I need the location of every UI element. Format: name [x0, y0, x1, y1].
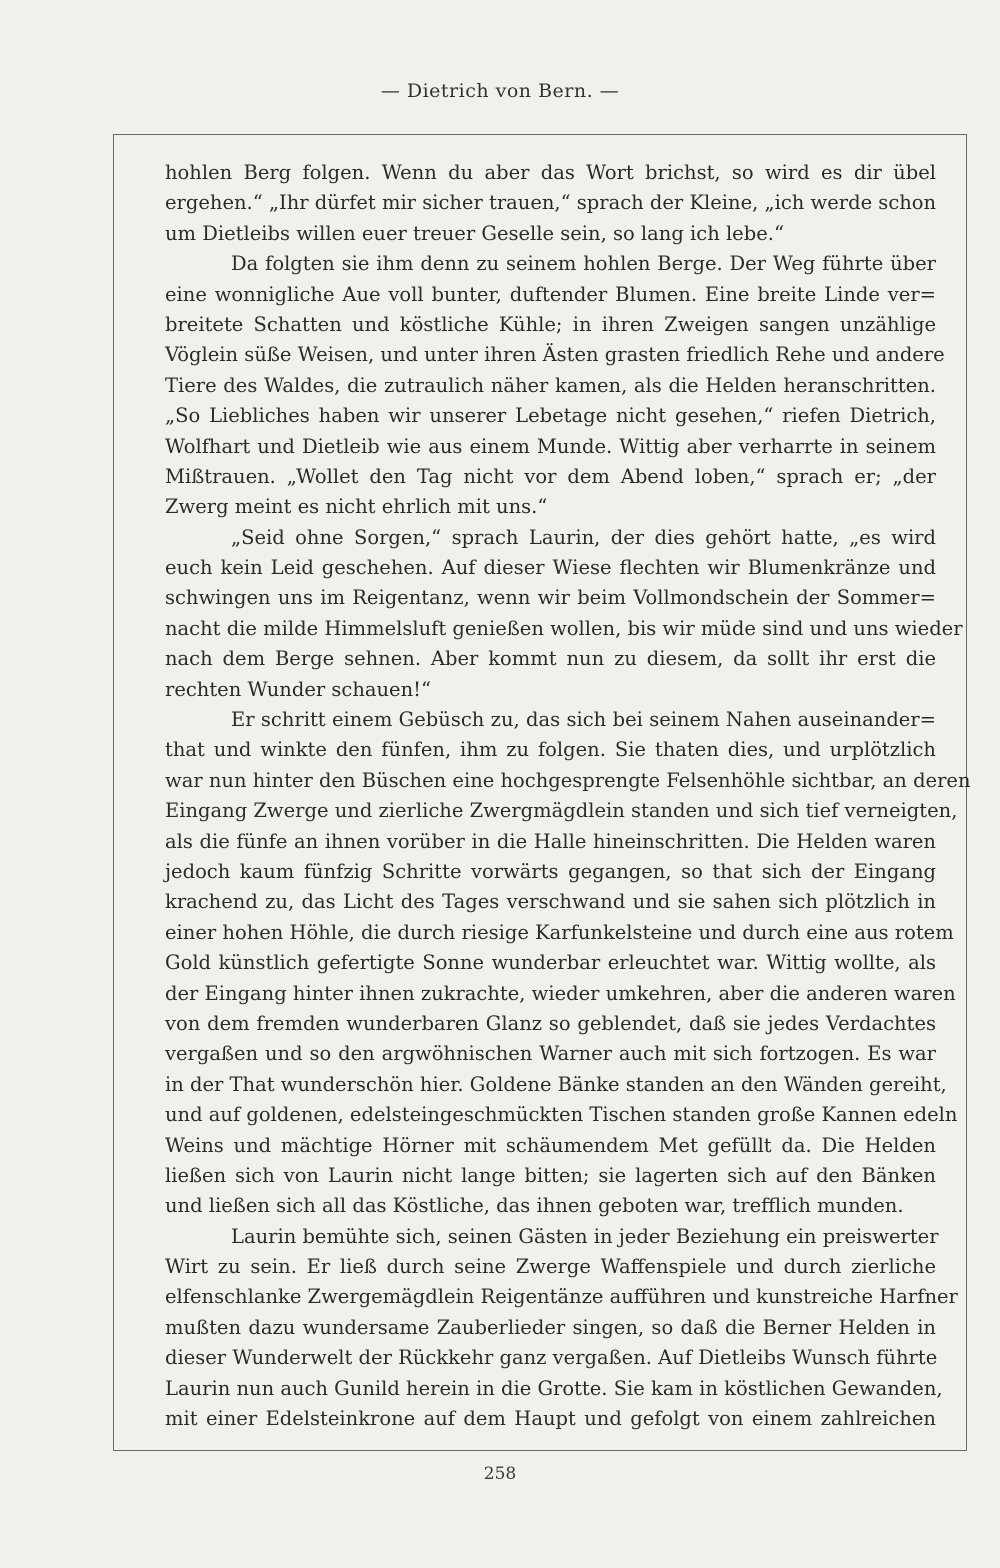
text-line: nacht die milde Himmelsluft genießen wollen, bis wir müde sind und uns wieder	[165, 616, 963, 640]
text-line: als die fünfe an ihnen vorüber in die Halle hineinschritten. Die Helden waren	[165, 829, 936, 853]
text-line: um Dietleibs willen euer treuer Geselle sein, so lang ich lebe.“	[165, 221, 784, 245]
text-line: rechten Wunder schauen!“	[165, 677, 431, 701]
text-line: der Eingang hinter ihnen zukrachte, wieder umkehren, aber die anderen waren	[165, 981, 956, 1005]
running-head: — Dietrich von Bern. —	[380, 80, 620, 102]
text-line: mußten dazu wundersame Zauberlieder singen, so daß die Berner Helden in	[165, 1315, 936, 1339]
text-line: ließen sich von Laurin nicht lange bitten; sie lagerten sich auf den Bänken	[165, 1163, 936, 1187]
text-line: in der That wunderschön hier. Goldene Bänke standen an den Wänden gereiht,	[165, 1072, 947, 1096]
text-line: dieser Wunderwelt der Rückkehr ganz vergaßen. Auf Dietleibs Wunsch führte	[165, 1346, 938, 1370]
text-line: und auf goldenen, edelsteingeschmückten Tischen standen große Kannen edeln	[165, 1103, 958, 1127]
text-line: Da folgten sie ihm denn zu seinem hohlen Berge. Der Weg führte über	[231, 252, 936, 276]
text-line: mit einer Edelsteinkrone auf dem Haupt und gefolgt von einem zahlreichen	[165, 1407, 936, 1431]
text-line: schwingen uns im Reigentanz, wenn wir beim Vollmondschein der Sommer=	[165, 586, 936, 610]
page-number: 258	[483, 1464, 517, 1484]
text-line: that und winkte den fünfen, ihm zu folgen. Sie thaten dies, und urplötzlich	[165, 738, 936, 762]
text-line: Laurin nun auch Gunild herein in die Grotte. Sie kam in köstlichen Gewanden,	[165, 1376, 943, 1400]
text-line: Gold künstlich gefertigte Sonne wunderbar erleuchtet war. Wittig wollte, als	[165, 951, 936, 975]
text-line: „So Liebliches haben wir unserer Lebetage nicht gesehen,“ riefen Dietrich,	[165, 404, 936, 428]
text-line: Mißtrauen. „Wollet den Tag nicht vor dem Abend loben,“ sprach er; „der	[165, 464, 936, 488]
text-line: Weins und mächtige Hörner mit schäumendem Met gefüllt da. Die Helden	[165, 1133, 936, 1157]
text-line: von dem fremden wunderbaren Glanz so geblendet, daß sie jedes Verdachtes	[165, 1011, 936, 1035]
text-line: breitete Schatten und köstliche Kühle; in ihren Zweigen sangen unzählige	[165, 312, 936, 336]
text-line: vergaßen und so den argwöhnischen Warner auch mit sich fortzogen. Es war	[165, 1042, 936, 1066]
text-line: hohlen Berg folgen. Wenn du aber das Wort brichst, so wird es dir übel	[165, 161, 936, 184]
text-line: Wirt zu sein. Er ließ durch seine Zwerge Waffenspiele und durch zierliche	[165, 1255, 936, 1279]
text-line: jedoch kaum fünfzig Schritte vorwärts gegangen, so that sich der Eingang	[165, 859, 936, 883]
text-line: und ließen sich all das Köstliche, das ihnen geboten war, trefflich munden.	[165, 1194, 904, 1218]
text-line: Zwerg meint es nicht ehrlich mit uns.“	[165, 495, 548, 519]
text-line: eine wonnigliche Aue voll bunter, duftender Blumen. Eine breite Linde ver=	[165, 282, 936, 306]
text-line: Eingang Zwerge und zierliche Zwergmägdlein standen und sich tief verneigten,	[165, 799, 958, 823]
text-line: Laurin bemühte sich, seinen Gästen in jeder Beziehung ein preiswerter	[231, 1224, 939, 1248]
text-line: nach dem Berge sehnen. Aber kommt nun zu diesem, da sollt ihr erst die	[165, 647, 936, 671]
text-line: elfenschlanke Zwergemägdlein Reigentänze aufführen und kunstreiche Harfner	[165, 1285, 958, 1309]
text-line: Tiere des Waldes, die zutraulich näher kamen, als die Helden heranschritten.	[165, 373, 936, 397]
text-line: krachend zu, das Licht des Tages verschwand und sie sahen sich plötzlich in	[165, 890, 936, 914]
text-line: euch kein Leid geschehen. Auf dieser Wiese flechten wir Blumenkränze und	[165, 556, 936, 580]
text-line: Er schritt einem Gebüsch zu, das sich bei seinem Nahen auseinander=	[231, 708, 936, 732]
text-line: war nun hinter den Büschen eine hochgesprengte Felsenhöhle sichtbar, an deren	[165, 768, 971, 792]
text-line: ergehen.“ „Ihr dürfet mir sicher trauen,“ sprach der Kleine, „ich werde schon	[165, 191, 937, 215]
body-text	[165, 158, 971, 1434]
text-line: Vöglein süße Weisen, und unter ihren Ästen grasten friedlich Rehe und andere	[165, 343, 945, 367]
text-line: Wolfhart und Dietleib wie aus einem Munde. Wittig aber verharrte in seinem	[165, 434, 936, 458]
text-line: „Seid ohne Sorgen,“ sprach Laurin, der dies gehört hatte, „es wird	[231, 525, 936, 549]
text-line: einer hohen Höhle, die durch riesige Karfunkelsteine und durch eine aus rotem	[165, 920, 954, 944]
